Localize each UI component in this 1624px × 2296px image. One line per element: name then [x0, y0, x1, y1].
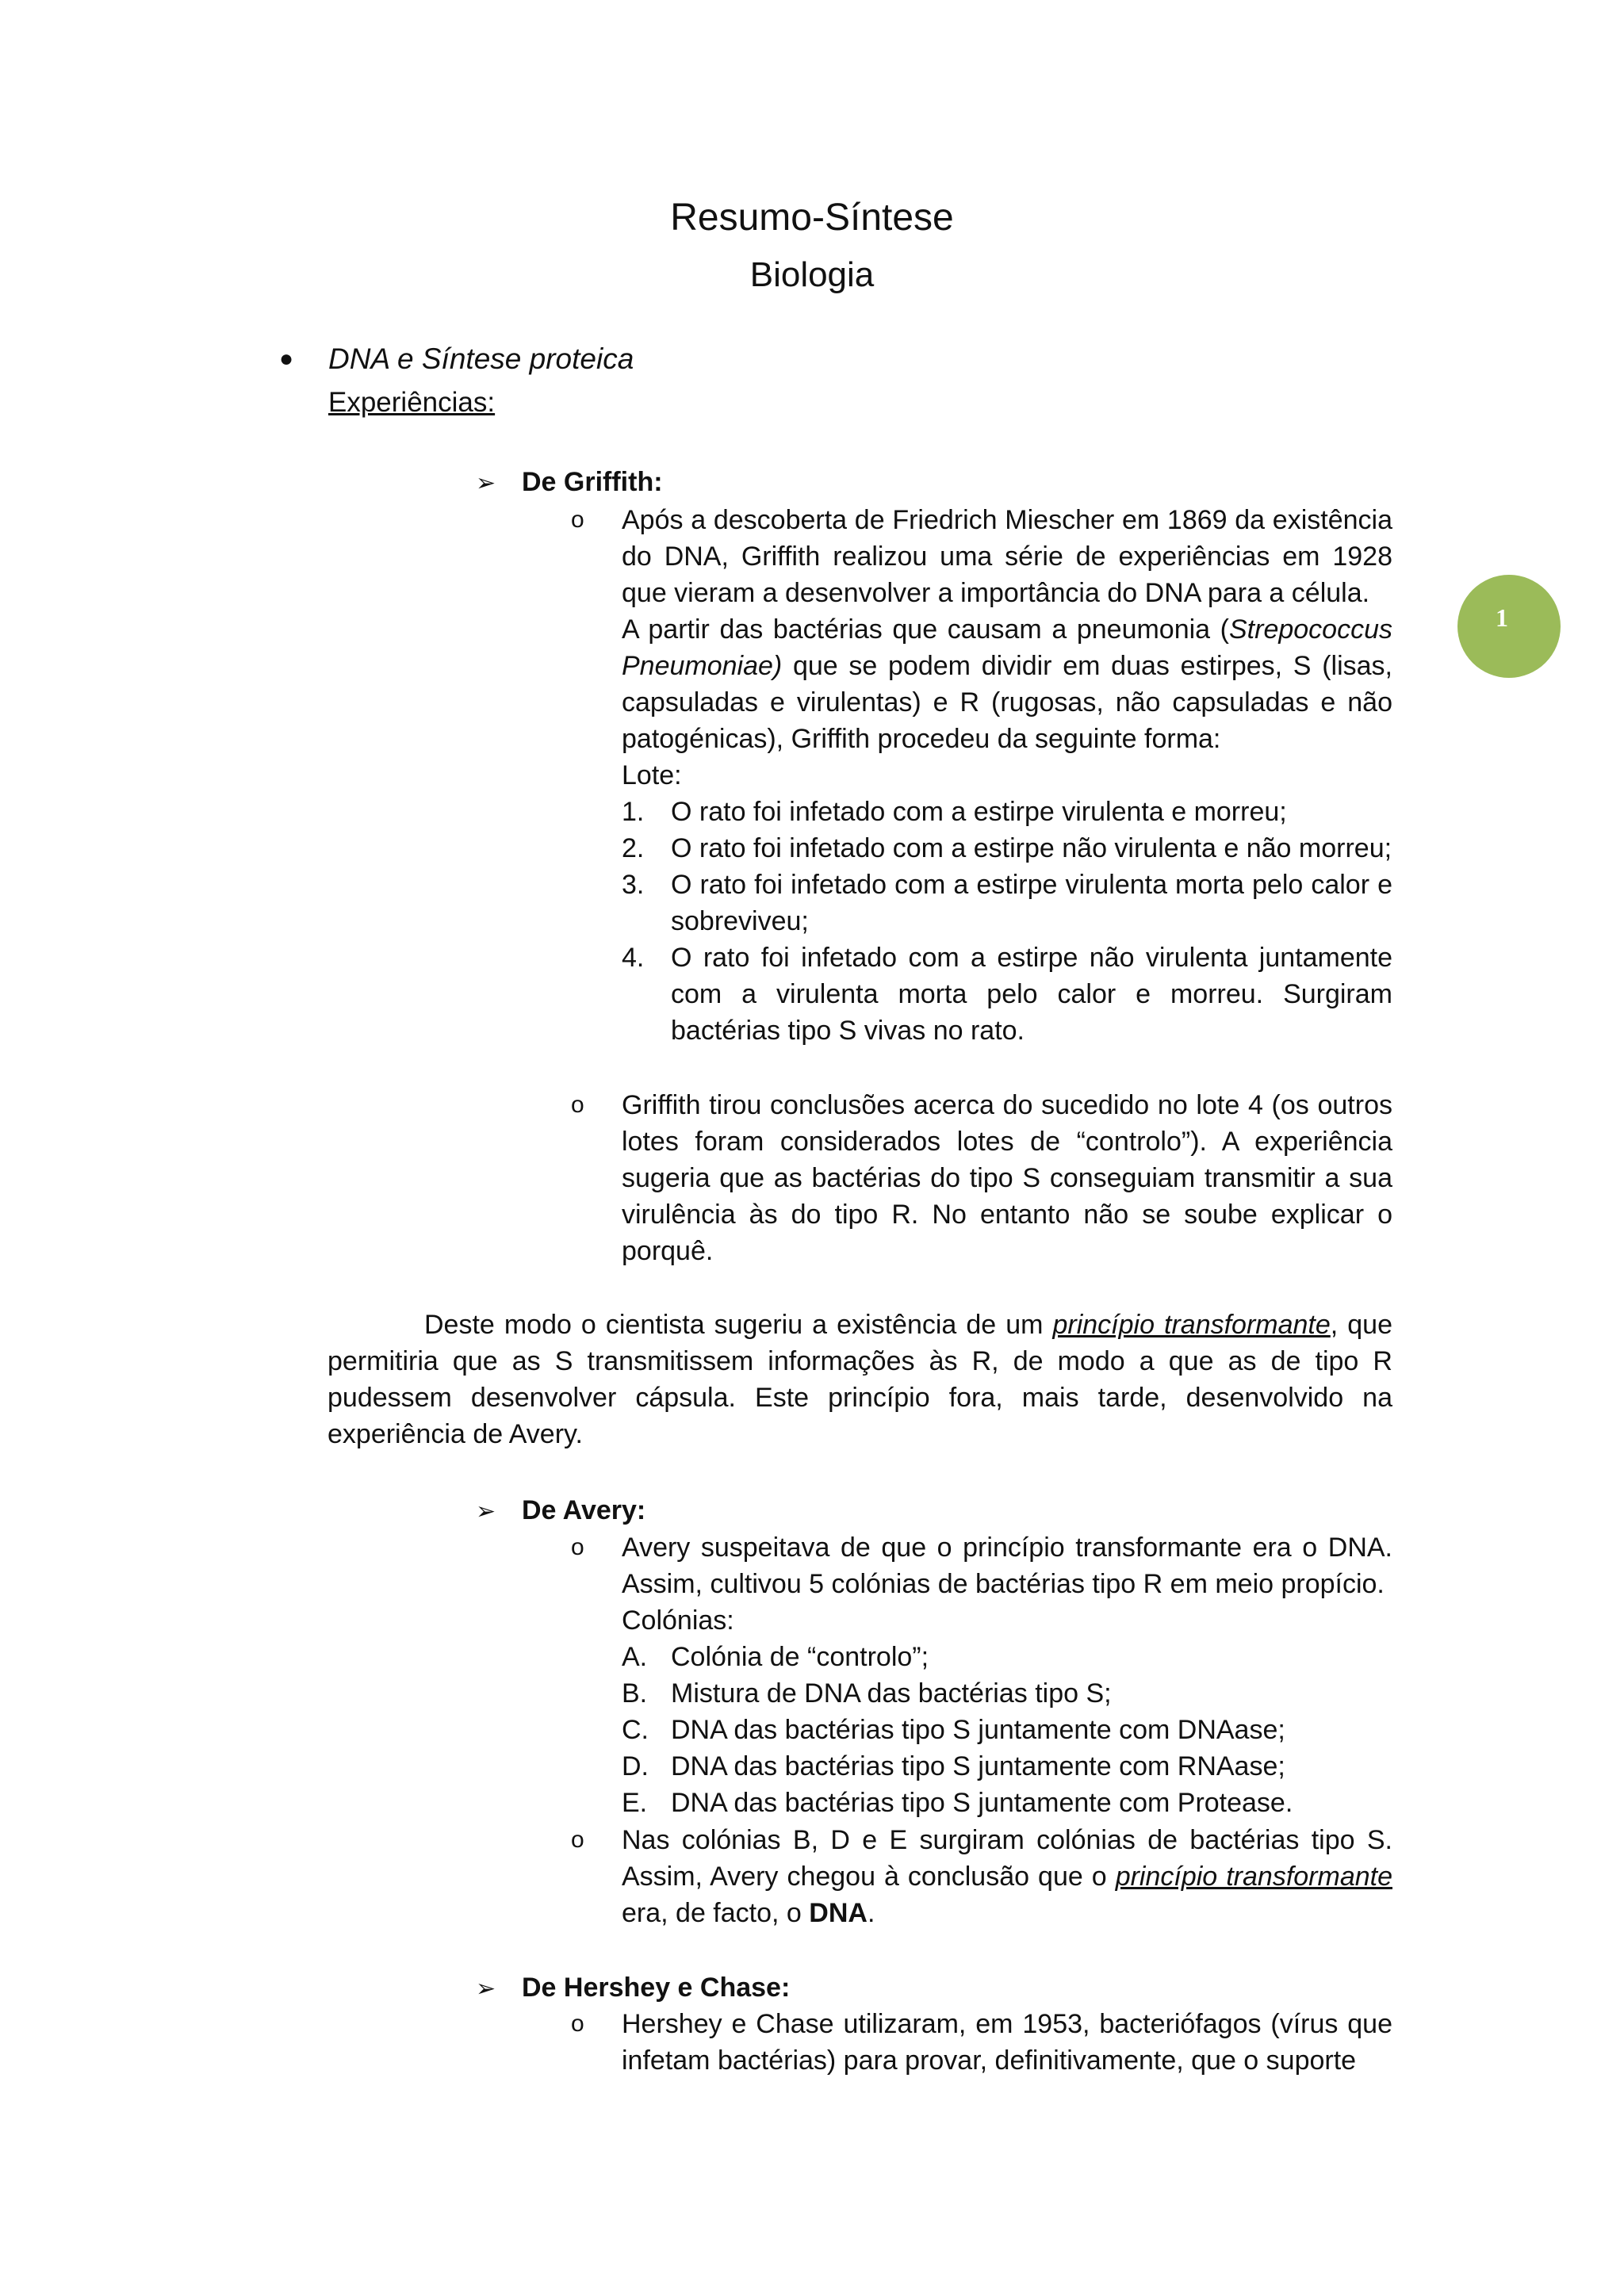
- experiment-title: De Griffith:: [522, 467, 663, 497]
- page-number-badge: [1457, 575, 1561, 678]
- colonias-list: [622, 1639, 1392, 1821]
- emphasized-term: princípio transformante: [1115, 1862, 1392, 1892]
- griffith-paragraph-1: [622, 502, 1392, 794]
- circle-bullet-icon: o: [571, 1534, 584, 1560]
- experiment-heading-hershey-chase: [476, 1969, 790, 2007]
- list-item: 1. O rato foi infetado com a estirpe virulenta e morreu;: [622, 797, 1287, 827]
- list-item: E. DNA das bactérias tipo S juntamente com Protease.: [622, 1788, 1293, 1818]
- bold-term: DNA: [809, 1898, 868, 1928]
- transforming-principle-paragraph: Deste modo o cientista sugeriu a existência de um princípio transformante, que permitiria que as S transmitissem informações às R, de modo a que as de tipo R pudessem desenvolver cápsula. Este princípio fora, mais tarde, desenvolvido na experiência de Avery.: [327, 1310, 1392, 1449]
- circle-bullet-icon: o: [571, 507, 584, 533]
- circle-bullet-icon: o: [571, 1827, 584, 1853]
- list-item: C. DNA das bactérias tipo S juntamente com DNAase;: [622, 1715, 1285, 1745]
- colonias-label: Colónias:: [622, 1605, 734, 1636]
- paragraph-text: Avery suspeitava de que o princípio transformante era o DNA. Assim, cultivou 5 colónias de bactérias tipo R em meio propício.: [622, 1533, 1392, 1599]
- arrow-bullet-icon: ➢: [476, 470, 496, 496]
- section-title: DNA e Síntese proteica: [328, 342, 634, 375]
- paragraph-text: Griffith tirou conclusões acerca do sucedido no lote 4 (os outros lotes foram considerados lotes de “controlo”). A experiência sugeria que as bactérias do tipo S conseguiam transmitir a sua virulência às do tipo R. No entanto não se soube explicar o porquê.: [622, 1090, 1392, 1266]
- paragraph-text: A partir das bactérias que causam a pneumonia (Strepococcus Pneumoniae) que se podem dividir em duas estirpes, S (lisas, capsuladas e virulentas) e R (rugosas, não capsuladas e não patogénicas), Griffith procedeu da seguinte forma:: [622, 614, 1392, 754]
- paragraph-text: Hershey e Chase utilizaram, em 1953, bacteriófagos (vírus que infetam bactérias) para provar, definitivamente, que o suporte: [622, 2009, 1392, 2076]
- emphasized-term: princípio transformante: [1052, 1310, 1331, 1340]
- section-subtitle: Experiências:: [328, 387, 496, 418]
- list-item: D. DNA das bactérias tipo S juntamente com RNAase;: [622, 1751, 1285, 1781]
- circle-bullet-icon: o: [571, 2011, 584, 2037]
- page-number: 1: [1496, 603, 1508, 632]
- experiment-heading-avery: [476, 1492, 645, 1530]
- hershey-paragraph-1: [622, 2006, 1392, 2079]
- species-name: Strepococcus Pneumoniae): [622, 614, 1392, 681]
- bullet-icon: ●: [279, 346, 294, 372]
- document-title: Resumo-Síntese: [670, 197, 954, 239]
- arrow-bullet-icon: ➢: [476, 1976, 496, 2002]
- list-item: B. Mistura de DNA das bactérias tipo S;: [622, 1678, 1112, 1709]
- paragraph-text: Nas colónias B, D e E surgiram colónias de bactérias tipo S. Assim, Avery chegou à conclusão que o princípio transformante era, de facto, o DNA.: [622, 1825, 1392, 1928]
- circle-bullet-icon: o: [571, 1092, 584, 1118]
- list-item: 4. O rato foi infetado com a estirpe não virulenta juntamente com a virulenta morta pelo calor e morreu. Surgiram bactérias tipo S vivas no rato.: [622, 943, 1392, 1046]
- list-item: A. Colónia de “controlo”;: [622, 1642, 929, 1672]
- experiment-title: De Avery:: [522, 1495, 646, 1525]
- avery-paragraph-1: [622, 1529, 1392, 1639]
- list-item: 2. O rato foi infetado com a estirpe não virulenta e não morreu;: [622, 833, 1392, 863]
- paragraph-text: Após a descoberta de Friedrich Miescher em 1869 da existência do DNA, Griffith realizou uma série de experiências em 1928 que vieram a desenvolver a importância do DNA para a célula.: [622, 505, 1392, 608]
- experiment-heading-griffith: [476, 464, 663, 502]
- list-item: 3. O rato foi infetado com a estirpe virulenta morta pelo calor e sobreviveu;: [622, 870, 1392, 936]
- avery-paragraph-2: [622, 1822, 1392, 1931]
- lote-label: Lote:: [622, 760, 682, 790]
- arrow-bullet-icon: ➢: [476, 1498, 496, 1525]
- document-subtitle: Biologia: [749, 255, 875, 294]
- experiment-title: De Hershey e Chase:: [522, 1973, 791, 2003]
- griffith-paragraph-2: [622, 1087, 1392, 1269]
- lote-list: [622, 794, 1392, 1049]
